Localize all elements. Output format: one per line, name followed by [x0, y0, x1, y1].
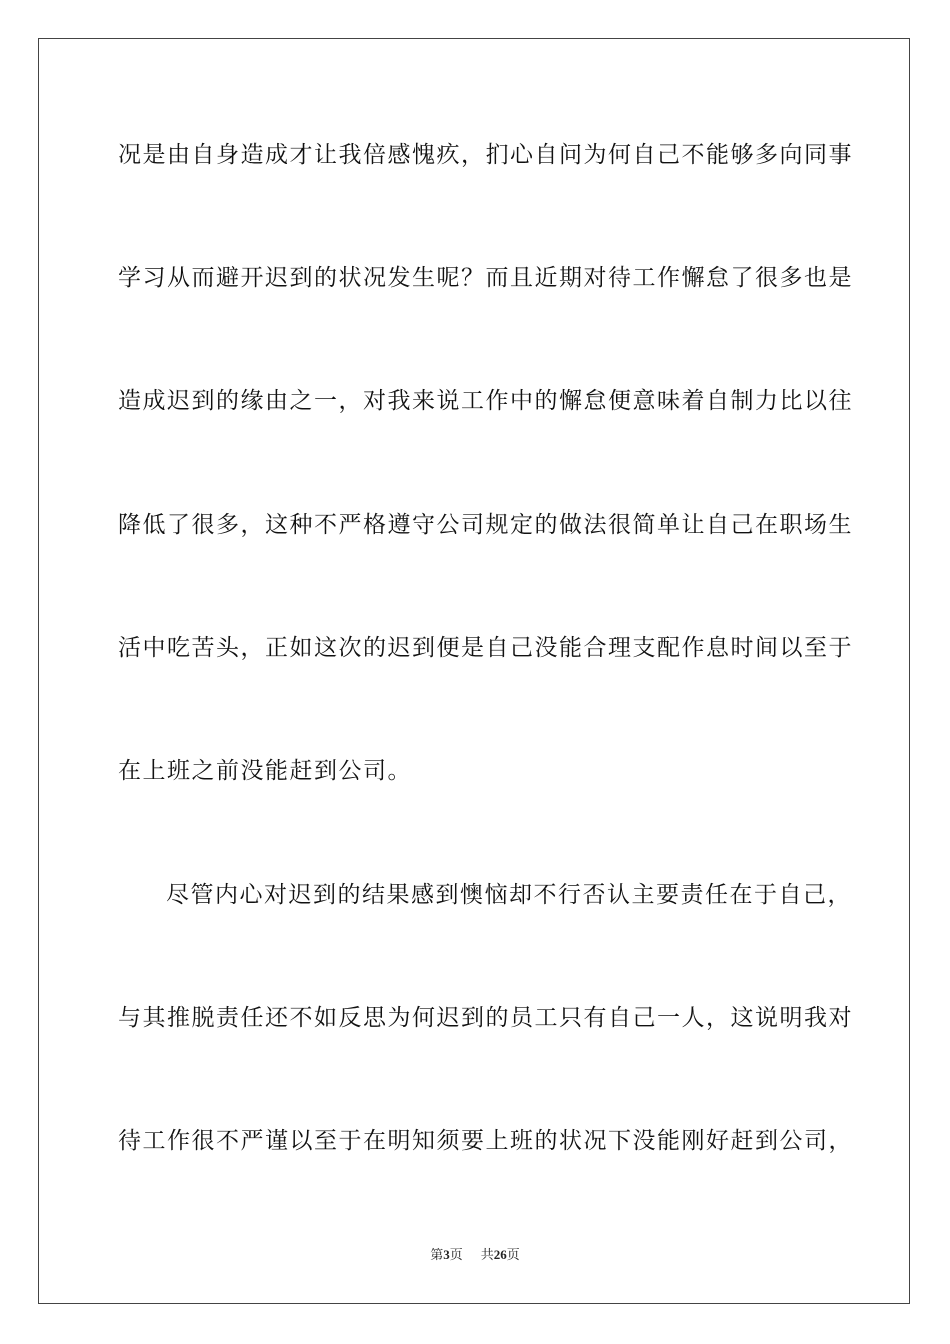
paragraph-line: 况是由自身造成才让我倍感愧疚，扪心自问为何自己不能够多向同事: [118, 142, 853, 168]
total-pages: 26: [493, 1247, 507, 1262]
paragraph-line: 降低了很多，这种不严格遵守公司规定的做法很简单让自己在职场生: [118, 512, 853, 538]
paragraph-line: 待工作很不严谨以至于在明知须要上班的状况下没能刚好赶到公司，: [118, 1128, 853, 1154]
page-border: [38, 38, 910, 1304]
page-footer: [0, 1246, 950, 1264]
paragraph-line: 与其推脱责任还不如反思为何迟到的员工只有自己一人，这说明我对: [118, 1005, 853, 1031]
page-number: 3: [443, 1247, 450, 1262]
paragraph-line-indented: 尽管内心对迟到的结果感到懊恼却不行否认主要责任在于自己，: [166, 882, 852, 908]
paragraph-line-last: 在上班之前没能赶到公司。: [118, 758, 412, 784]
page-indicator: 第3页: [430, 1247, 463, 1262]
paragraph-line: 活中吃苦头，正如这次的迟到便是自己没能合理支配作息时间以至于: [118, 635, 853, 661]
paragraph-line: 造成迟到的缘由之一，对我来说工作中的懈怠便意味着自制力比以往: [118, 388, 853, 414]
total-pages-indicator: 共26页: [480, 1247, 520, 1262]
paragraph-line: 学习从而避开迟到的状况发生呢？而且近期对待工作懈怠了很多也是: [118, 265, 853, 291]
